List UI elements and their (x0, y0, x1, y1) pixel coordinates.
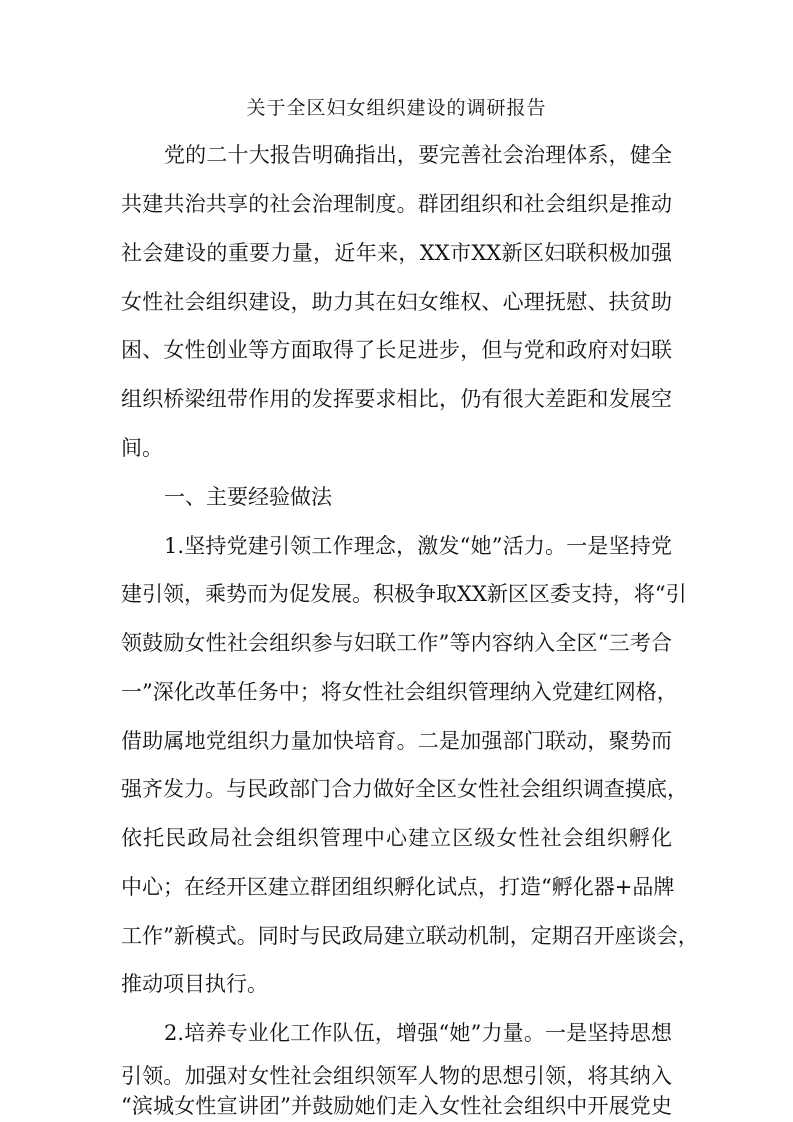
paragraph-line: 困、女性创业等方面取得了长足进步，但与党和政府对妇联 (121, 338, 672, 362)
paragraph-line: 2.培养专业化工作队伍，增强“她”力量。一是坚持思想 (164, 1021, 672, 1045)
section-heading: 一、主要经验做法 (164, 485, 332, 509)
paragraph-line: 社会建设的重要力量，近年来，XX市XX新区妇联积极加强 (121, 241, 672, 265)
paragraph-line: 引领。加强对女性社会组织领军人物的思想引领，将其纳入 (121, 1064, 672, 1088)
document-title: 关于全区妇女组织建设的调研报告 (246, 97, 547, 119)
paragraph-line: 建引领，乘势而为促发展。积极争取XX新区区委支持，将“引 (121, 582, 687, 606)
paragraph-line: 间。 (121, 436, 163, 460)
paragraph-line: 共建共治共享的社会治理制度。群团组织和社会组织是推动 (121, 192, 672, 216)
paragraph-line: 1.坚持党建引领工作理念，激发“她”活力。一是坚持党 (164, 534, 672, 558)
paragraph-line: 依托民政局社会组织管理中心建立区级女性社会组织孵化 (121, 826, 672, 850)
paragraph-line: 党的二十大报告明确指出，要完善社会治理体系，健全 (164, 143, 672, 167)
paragraph-line: 工作”新模式。同时与民政局建立联动机制，定期召开座谈会， (121, 924, 699, 948)
paragraph-line: 女性社会组织建设，助力其在妇女维权、心理抚慰、扶贫助 (121, 290, 672, 314)
paragraph-line: 组织桥梁纽带作用的发挥要求相比，仍有很大差距和发展空 (121, 387, 672, 411)
paragraph-line: 领鼓励女性社会组织参与妇联工作”等内容纳入全区“三考合 (121, 631, 672, 655)
paragraph-line: “滨城女性宣讲团”并鼓励她们走入女性社会组织中开展党史 (121, 1094, 672, 1118)
paragraph-line: 强齐发力。与民政部门合力做好全区女性社会组织调查摸底， (121, 777, 688, 801)
paragraph-line: 借助属地党组织力量加快培育。二是加强部门联动，聚势而 (121, 729, 672, 753)
paragraph-line: 推动项目执行。 (121, 972, 268, 996)
paragraph-line: 中心；在经开区建立群团组织孵化试点，打造“孵化器+品牌 (121, 875, 675, 899)
paragraph-line: 一”深化改革任务中；将女性社会组织管理纳入党建红网格， (121, 680, 678, 704)
